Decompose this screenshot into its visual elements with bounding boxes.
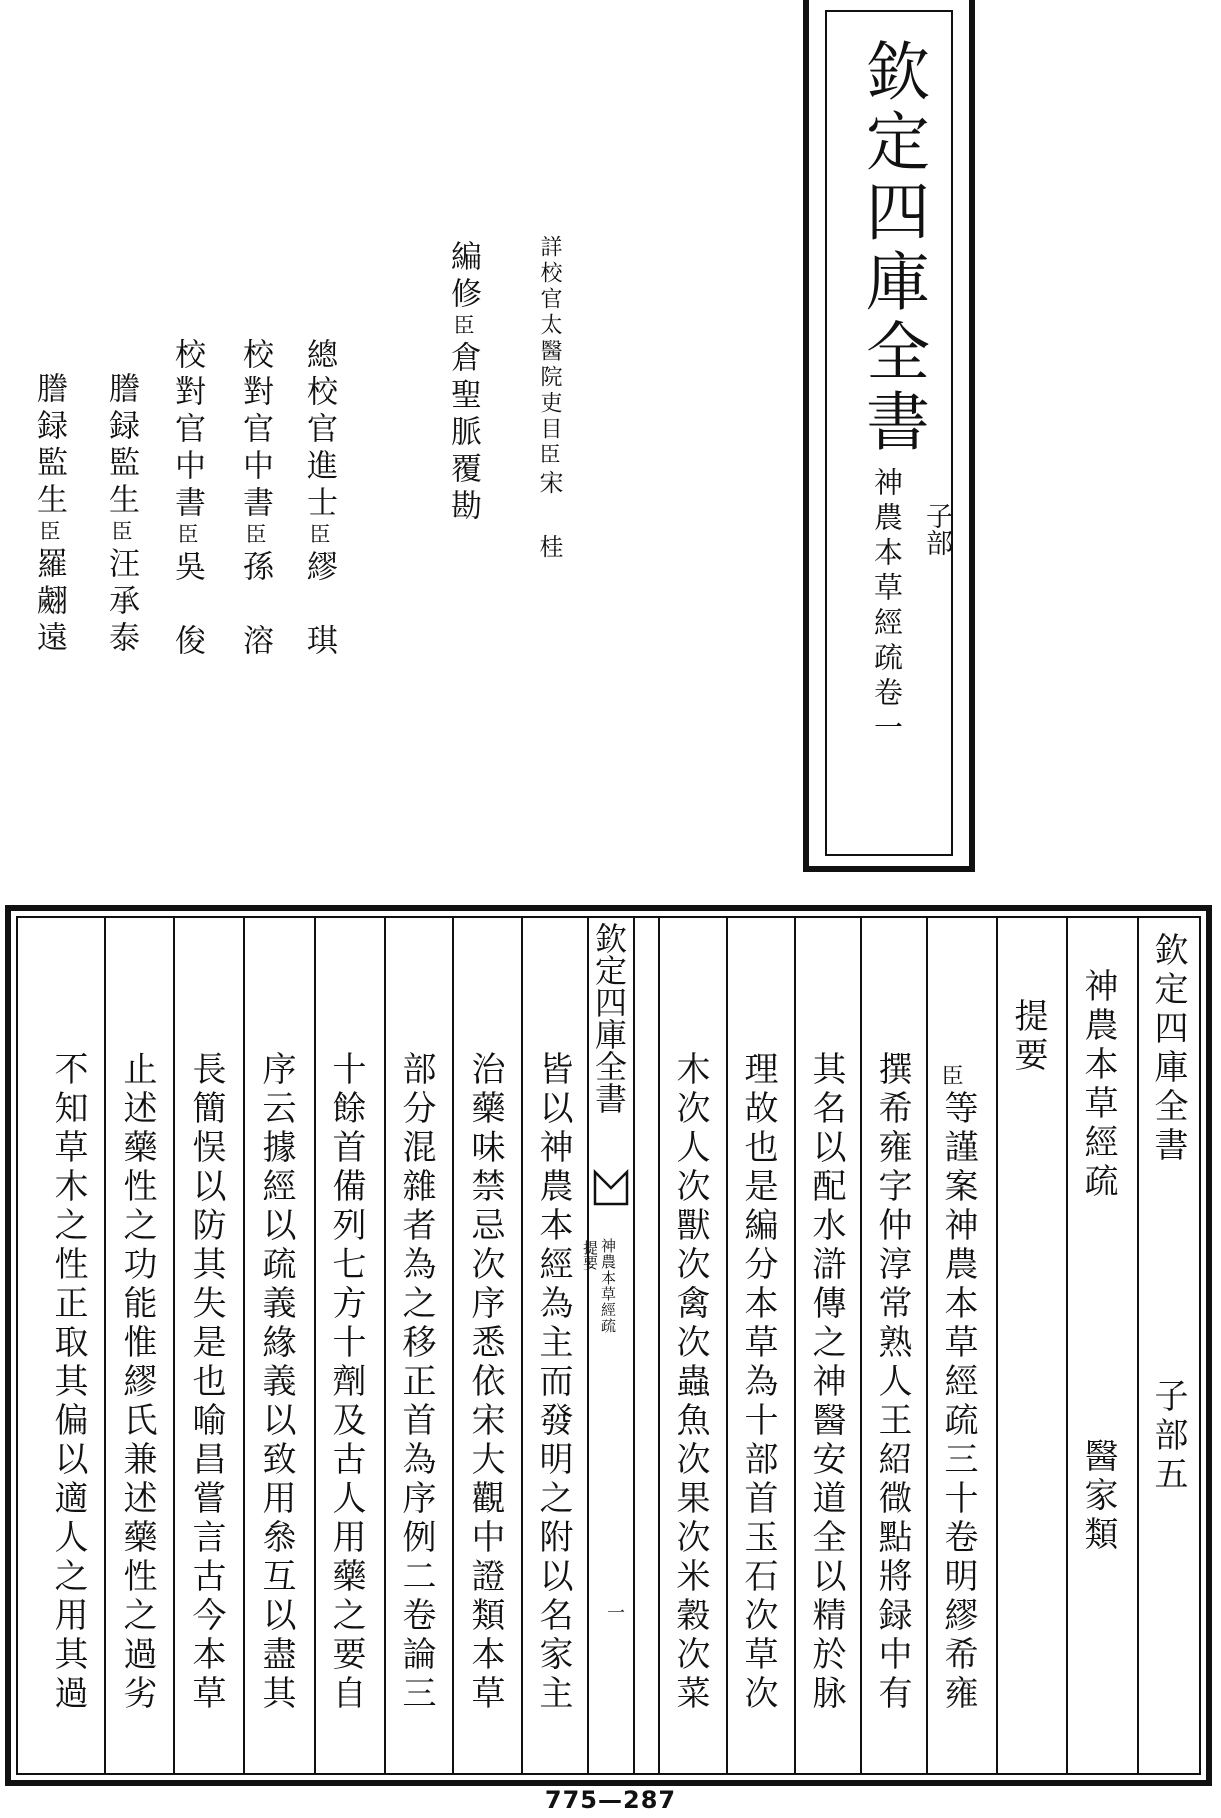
- body-column: 治藥味禁忌次序悉依宋大觀中證類本草: [465, 1051, 505, 1714]
- credit-name: 羅翽遠: [31, 547, 67, 658]
- body-column: 皆以神農本經為主而發明之附以名家主: [533, 1051, 573, 1714]
- credit-name: 倉聖脈覆勘: [445, 341, 481, 526]
- credit-chen: 臣: [537, 443, 561, 470]
- body-column: 十餘首備列七方十劑及古人用藥之要自: [326, 1051, 366, 1714]
- body-column: 理故也是編分本草為十部首玉石次草次: [738, 1051, 778, 1714]
- body-column: 止述藥性之功能惟繆氏兼述藥性之過劣: [117, 1051, 157, 1714]
- credit-teng-lu-1: [104, 372, 138, 658]
- credit-zong-jiao: [302, 338, 336, 661]
- body-column: 其名以配水滸傳之神醫安道全以精於脉: [806, 1051, 846, 1714]
- center-gutter: [581, 918, 635, 1773]
- credit-chen: 臣: [451, 314, 475, 341]
- credit-office: 編修: [445, 240, 481, 314]
- body-column: 木次人次獸次禽次蟲魚次果次米穀次菜: [670, 1051, 710, 1714]
- column-rule: [173, 918, 175, 1773]
- chen-mark: 臣: [938, 1064, 963, 1091]
- credit-office: 校對官中書: [169, 338, 205, 523]
- column-rule: [860, 918, 862, 1773]
- column-rule: [314, 918, 316, 1773]
- category-label: 醫家類: [1078, 1438, 1118, 1555]
- body-column: 不知草木之性正取其偏以適人之用其過: [48, 1051, 88, 1714]
- column-rule: [384, 918, 386, 1773]
- credit-jiao-dui-1: [238, 338, 272, 661]
- gutter-book-title: 神農本草經疏: [599, 1238, 617, 1334]
- body-column: 撰希雍字仲淳常熟人王紹㣲點將録中有: [872, 1051, 912, 1714]
- credit-teng-lu-2: [32, 372, 66, 658]
- credit-name: 孫 溶: [237, 550, 273, 661]
- part-label: 子部五: [1148, 1378, 1188, 1495]
- column-rule: [726, 918, 728, 1773]
- title-slip-inner: [825, 10, 953, 856]
- gutter-title: 欽定四庫全書: [590, 922, 628, 1114]
- gutter-page-number: 一: [604, 1603, 625, 1621]
- credit-office: 校對官中書: [237, 338, 273, 523]
- column-rule: [452, 918, 454, 1773]
- book-title: 神農本草經疏: [1078, 968, 1118, 1202]
- body-column: 部分混雜者為之移正首為序例二卷論三: [396, 1051, 436, 1714]
- credit-office: 總校官進士: [301, 338, 337, 523]
- column-rule: [926, 918, 928, 1773]
- credit-chen: 臣: [109, 520, 133, 547]
- credit-name: 繆 琪: [301, 550, 337, 661]
- credit-office: 謄録監生: [31, 372, 67, 520]
- column-rule: [104, 918, 106, 1773]
- credit-name: 宋 桂: [535, 470, 563, 564]
- page-number: 775—287: [544, 1786, 677, 1814]
- credit-chen: 臣: [175, 523, 199, 550]
- column-rule: [794, 918, 796, 1773]
- credit-bian-xiu: [446, 240, 480, 526]
- credit-office: 詳校官太醫院吏目: [537, 235, 562, 443]
- main-title: 欽定四庫全書: [855, 38, 929, 458]
- credit-office: 謄録監生: [103, 372, 139, 520]
- credit-chen: 臣: [307, 523, 331, 550]
- credit-chen: 臣: [243, 523, 267, 550]
- title-slip: [803, 0, 975, 872]
- body-column: 長簡悮以防其失是也喻昌嘗言古今本草: [186, 1051, 226, 1714]
- column-rule: [521, 918, 523, 1773]
- credit-xiang-jiao: [532, 235, 566, 564]
- book-volume-title: 神農本草經疏卷一: [870, 467, 904, 747]
- column-rule: [658, 918, 660, 1773]
- text-page-inner: [16, 916, 1201, 1775]
- gutter-section: 提要: [581, 1240, 599, 1270]
- body-column: 序云據經以疏義緣義以致用叅互以盡其: [256, 1051, 296, 1714]
- credit-name: 汪承泰: [103, 547, 139, 658]
- part-label: 子部: [921, 502, 952, 556]
- text-page: [5, 905, 1212, 1786]
- credit-jiao-dui-2: [170, 338, 204, 661]
- credit-name: 吳 俊: [169, 550, 205, 661]
- column-rule: [243, 918, 245, 1773]
- column-rule: [1137, 918, 1139, 1773]
- page-header: 欽定四庫全書: [1148, 932, 1188, 1166]
- fishtail-mark-icon: [593, 1168, 629, 1208]
- section-title: 提要: [1008, 998, 1048, 1076]
- credit-chen: 臣: [37, 520, 61, 547]
- column-rule: [996, 918, 998, 1773]
- body-column: 等謹案神農本草經疏三十卷明繆希雍: [938, 1090, 978, 1714]
- column-rule: [1066, 918, 1068, 1773]
